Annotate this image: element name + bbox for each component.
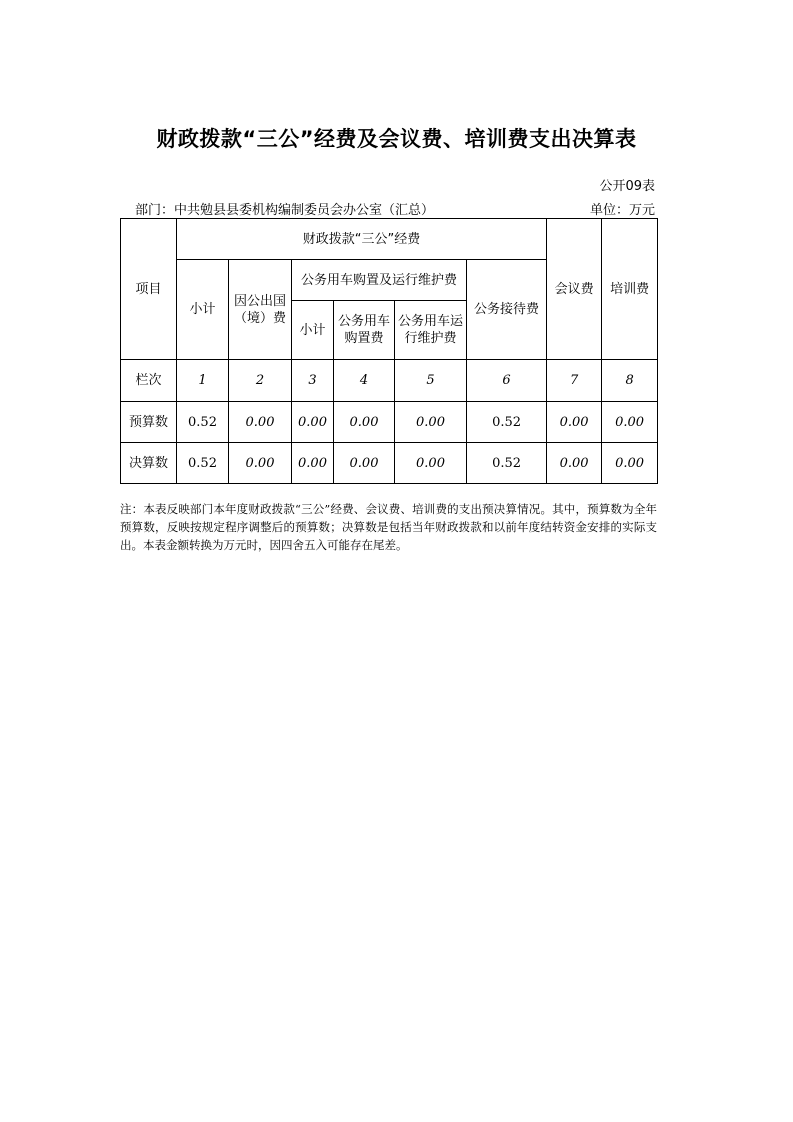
table-row (121, 402, 658, 443)
value-cell: 0.52 (177, 402, 229, 443)
table-row (121, 443, 658, 484)
header-item: 项目 (121, 219, 177, 360)
index-cell: 1 (177, 360, 229, 402)
value-cell: 0.52 (177, 443, 229, 484)
header-vehicle-purchase: 公务用车购置费 (334, 301, 395, 360)
index-cell: 2 (229, 360, 292, 402)
value-cell: 0.52 (467, 443, 547, 484)
table-note: 注：本表反映部门本年度财政拨款“三公”经费、会议费、培训费的支出预决算情况。其中，预算数为全年预算数，反映按规定程序调整后的预算数；决算数是包括当年财政拨款和以前年度结转资金安排的实际支出。本表金额转换为万元时，因四舍五入可能存在尾差。 (120, 502, 657, 552)
value-cell: 0.00 (395, 402, 467, 443)
form-code: 公开09表 (599, 179, 655, 194)
index-row-label: 栏次 (121, 360, 177, 402)
value-cell: 0.00 (602, 443, 658, 484)
index-cell: 3 (292, 360, 334, 402)
index-cell: 7 (547, 360, 602, 402)
value-cell: 0.00 (292, 402, 334, 443)
header-vehicle-group: 公务用车购置及运行维护费 (292, 260, 467, 301)
index-cell: 6 (467, 360, 547, 402)
header-vehicle-operation: 公务用车运行维护费 (395, 301, 467, 360)
value-cell: 0.00 (547, 443, 602, 484)
row-label-budget: 预算数 (121, 402, 177, 443)
header-abroad: 因公出国（境）费 (229, 260, 292, 360)
value-cell: 0.00 (229, 402, 292, 443)
unit-label: 单位：万元 (589, 203, 655, 218)
index-cell: 4 (334, 360, 395, 402)
header-subtotal: 小计 (177, 260, 229, 360)
index-row (121, 360, 658, 402)
index-cell: 8 (602, 360, 658, 402)
header-training: 培训费 (602, 219, 658, 360)
expenditure-table (120, 218, 658, 484)
value-cell: 0.00 (334, 402, 395, 443)
value-cell: 0.00 (395, 443, 467, 484)
value-cell: 0.00 (229, 443, 292, 484)
header-meeting: 会议费 (547, 219, 602, 360)
row-label-final: 决算数 (121, 443, 177, 484)
value-cell: 0.00 (547, 402, 602, 443)
value-cell: 0.00 (334, 443, 395, 484)
value-cell: 0.00 (292, 443, 334, 484)
value-cell: 0.00 (602, 402, 658, 443)
header-three-public: 财政拨款“三公”经费 (177, 219, 547, 260)
index-cell: 5 (395, 360, 467, 402)
header-vehicle-subtotal: 小计 (292, 301, 334, 360)
value-cell: 0.52 (467, 402, 547, 443)
header-reception: 公务接待费 (467, 260, 547, 360)
page-title: 财政拨款“三公”经费及会议费、培训费支出决算表 (156, 127, 637, 151)
department-label: 部门：中共勉县县委机构编制委员会办公室（汇总） (135, 203, 435, 218)
